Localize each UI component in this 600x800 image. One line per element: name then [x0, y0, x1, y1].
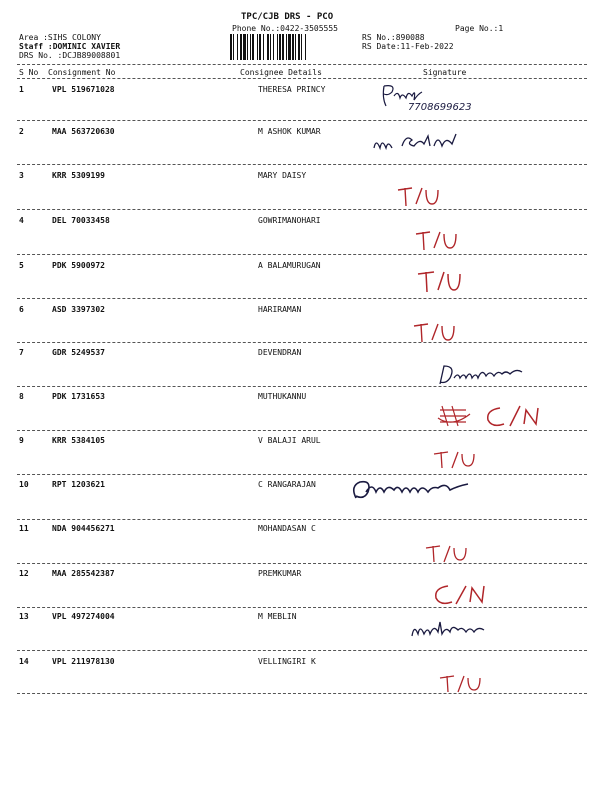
barcode-bar [279, 34, 281, 60]
row-sno: 1 [19, 85, 24, 94]
barcode-bar [298, 34, 300, 60]
row-divider [17, 120, 587, 121]
barcode-bar [305, 34, 306, 60]
row-divider [17, 209, 587, 210]
row-consignee: THERESA PRINCY [258, 85, 326, 94]
signature-tu-11 [424, 542, 474, 566]
row-consignment-no: PDK 5900972 [52, 261, 105, 270]
barcode-bar [286, 34, 287, 60]
row-consignment-no: VPL 211978130 [52, 657, 115, 666]
barcode-bar [247, 34, 248, 60]
barcode [230, 34, 354, 60]
barcode-bar [243, 34, 246, 60]
row-consignment-no: PDK 1731653 [52, 392, 105, 401]
row-sno: 13 [19, 612, 29, 621]
signature-tu-6 [412, 320, 462, 346]
drs-number: DRS No. :DCJB89008801 [19, 51, 121, 60]
staff-label: Staff :DOMINIC XAVIER [19, 42, 121, 51]
report-title: TPC/CJB DRS - PCO [241, 12, 334, 22]
signature-tu-14 [438, 672, 488, 696]
row-consignee: M ASHOK KUMAR [258, 127, 321, 136]
phone-number: Phone No.:0422-3505555 [232, 24, 338, 33]
header-divider-top [17, 64, 587, 65]
row-consignee: HARIRAMAN [258, 305, 302, 314]
row-consignee: GOWRIMANOHARI [258, 216, 321, 225]
row-divider [17, 650, 587, 651]
row-consignee: V BALAJI ARUL [258, 436, 321, 445]
row-consignment-no: KRR 5384105 [52, 436, 105, 445]
row-consignment-no: DEL 70033458 [52, 216, 110, 225]
row-sno: 6 [19, 305, 24, 314]
row-sno: 7 [19, 348, 24, 357]
row-divider [17, 342, 587, 343]
row-consignment-no: VPL 519671028 [52, 85, 115, 94]
row-consignee: C RANGARAJAN [258, 480, 316, 489]
row-divider [17, 298, 587, 299]
area-label: Area :SIHS COLONY [19, 33, 101, 42]
barcode-bar [257, 34, 258, 60]
row-sno: 12 [19, 569, 29, 578]
barcode-bar [277, 34, 278, 60]
barcode-bar [252, 34, 254, 60]
row-consignment-no: RPT 1203621 [52, 480, 105, 489]
signature-meblin [410, 618, 500, 642]
barcode-bar [295, 34, 296, 60]
row-divider [17, 254, 587, 255]
barcode-bar [288, 34, 291, 60]
row-sno: 10 [19, 480, 29, 489]
row-sno: 14 [19, 657, 29, 666]
row-consignee: A BALAMURUGAN [258, 261, 321, 270]
row-consignment-no: ASD 3397302 [52, 305, 105, 314]
signature-tu-5 [416, 268, 466, 296]
row-consignee: MARY DAISY [258, 171, 307, 180]
signature-ashok [372, 130, 482, 154]
col-consignment: Consignment No [48, 68, 116, 77]
row-divider [17, 474, 587, 475]
col-sno: S No [19, 68, 39, 77]
col-consignee: Consignee Details [240, 68, 322, 77]
signature-tu-3 [396, 184, 446, 210]
rs-number: RS No.:890088 [362, 33, 425, 42]
barcode-bar [233, 34, 234, 60]
signature-cn-8 [436, 402, 546, 432]
barcode-bar [270, 34, 271, 60]
col-signature: Signature [423, 68, 467, 77]
svg-text:7708699623: 7708699623 [408, 102, 472, 113]
row-consignment-no: GDR 5249537 [52, 348, 105, 357]
row-consignment-no: MAA 285542387 [52, 569, 115, 578]
row-sno: 9 [19, 436, 24, 445]
row-sno: 11 [19, 524, 29, 533]
row-consignment-no: VPL 497274004 [52, 612, 115, 621]
row-sno: 8 [19, 392, 24, 401]
barcode-bar [250, 34, 251, 60]
signature-princy [378, 82, 508, 114]
row-consignee: MUTHUKANNU [258, 392, 307, 401]
row-consignee: PREMKUMAR [258, 569, 302, 578]
row-consignment-no: NDA 904456271 [52, 524, 115, 533]
row-sno: 3 [19, 171, 24, 180]
row-sno: 4 [19, 216, 24, 225]
barcode-bar [259, 34, 261, 60]
row-consignee: VELLINGIRI K [258, 657, 316, 666]
signature-tu-9 [432, 448, 482, 472]
rs-date: RS Date:11-Feb-2022 [362, 42, 454, 51]
page-number: Page No.:1 [455, 24, 504, 33]
row-consignee: DEVENDRAN [258, 348, 302, 357]
barcode-bar [292, 34, 294, 60]
signature-tu-4 [414, 228, 464, 254]
barcode-bar [282, 34, 284, 60]
barcode-bar [230, 34, 232, 60]
barcode-bar [273, 34, 274, 60]
row-divider [17, 164, 587, 165]
row-consignee: M MEBLIN [258, 612, 297, 621]
barcode-bar [240, 34, 242, 60]
barcode-bar [301, 34, 302, 60]
row-divider [17, 693, 587, 694]
row-consignment-no: MAA 563720630 [52, 127, 115, 136]
row-divider [17, 563, 587, 564]
signature-rangarajan [350, 476, 480, 506]
row-sno: 2 [19, 127, 24, 136]
row-consignee: MOHANDASAN C [258, 524, 316, 533]
row-consignment-no: KRR 5309199 [52, 171, 105, 180]
barcode-bar [267, 34, 269, 60]
row-divider [17, 519, 587, 520]
barcode-bar [263, 34, 264, 60]
row-divider [17, 607, 587, 608]
row-sno: 5 [19, 261, 24, 270]
header-divider-bottom [17, 78, 587, 79]
barcode-bar [237, 34, 238, 60]
signature-cn-12 [434, 582, 494, 608]
signature-devendran [436, 360, 536, 390]
